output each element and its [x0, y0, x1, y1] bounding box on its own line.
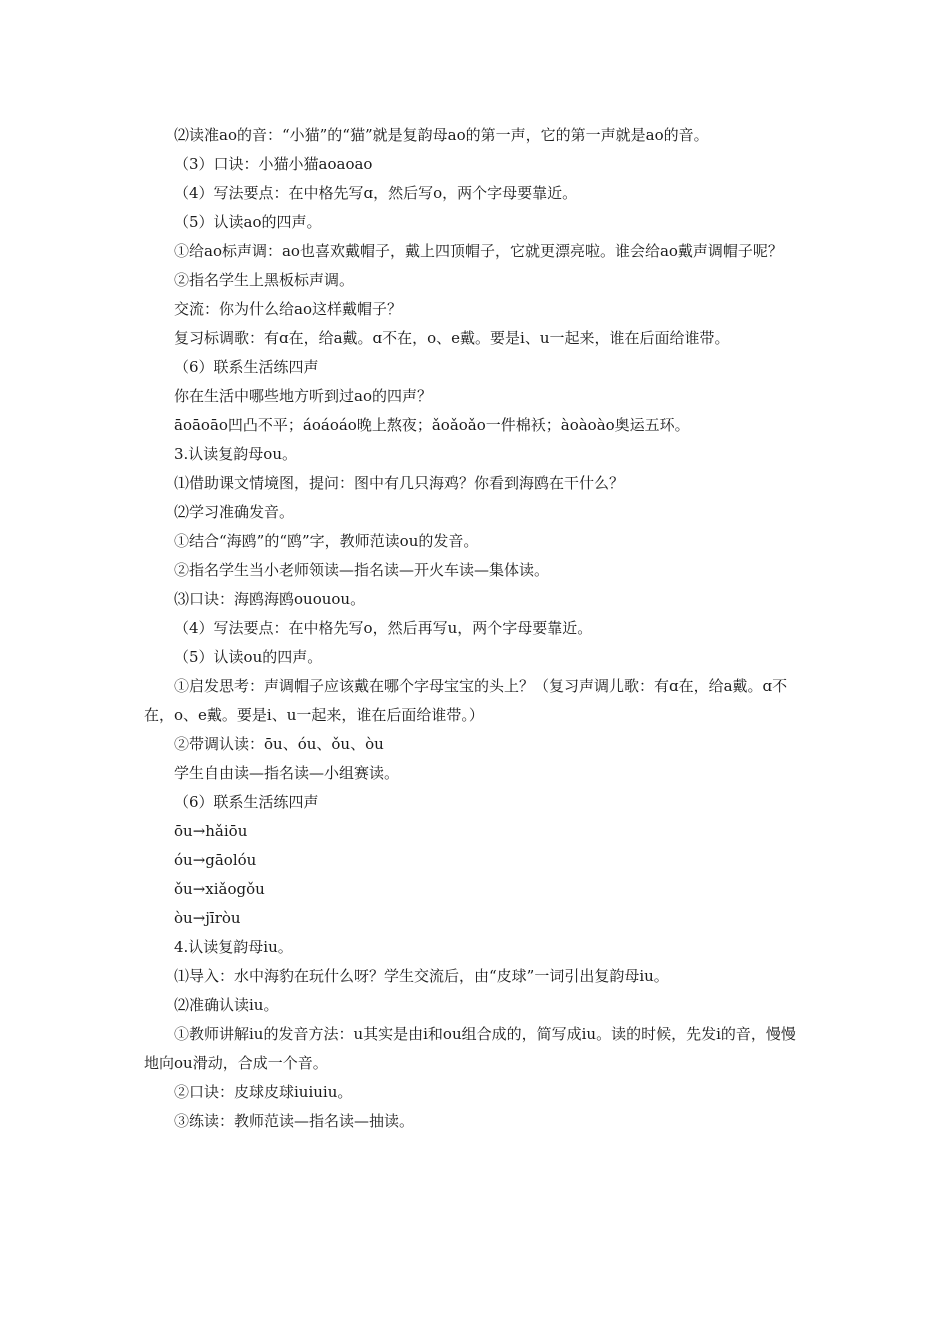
paragraph: ①启发思考：声调帽子应该戴在哪个字母宝宝的头上？（复习声调儿歌：有ɑ在，给a戴。ɑ不在，o、e戴。要是i、u一起来，谁在后面给谁带。） [144, 677, 788, 724]
paragraph: ōu→hǎiōu [174, 822, 248, 840]
paragraph: 复习标调歌：有ɑ在，给a戴。ɑ不在，o、e戴。要是i、u一起来，谁在后面给谁带。 [174, 329, 730, 347]
paragraph: 学生自由读—指名读—小组赛读。 [174, 764, 400, 782]
paragraph: ③练读：教师范读—指名读—抽读。 [174, 1112, 415, 1130]
paragraph: （6）联系生活练四声 [174, 793, 319, 811]
paragraph: （6）联系生活练四声 [174, 358, 319, 376]
paragraph: ⑵读准ao的音：“小猫”的“猫”就是复韵母ao的第一声，它的第一声就是ao的音。 [174, 126, 709, 144]
document-body [144, 121, 804, 1136]
paragraph: òu→jīròu [174, 909, 241, 927]
paragraph: ①给ao标声调：ao也喜欢戴帽子，戴上四顶帽子，它就更漂亮啦。谁会给ao戴声调帽子呢？ [174, 242, 783, 260]
paragraph: āoāoāo凹凸不平；áoáoáo晚上熬夜；ǎoǎoǎo一件棉袄；àoàoào奥运五环。 [174, 416, 690, 434]
paragraph: （4）写法要点：在中格先写ɑ，然后写o，两个字母要靠近。 [174, 184, 578, 202]
paragraph: （5）认读ou的四声。 [174, 648, 323, 666]
paragraph: ②指名学生当小老师领读—指名读—开火车读—集体读。 [174, 561, 550, 579]
paragraph: ①教师讲解iu的发音方法：u其实是由i和ou组合成的，简写成iu。读的时候，先发i的音，慢慢地向ou滑动，合成一个音。 [144, 1025, 796, 1072]
paragraph: 4.认读复韵母iu。 [174, 938, 293, 956]
paragraph: （4）写法要点：在中格先写o，然后再写u，两个字母要靠近。 [174, 619, 593, 637]
paragraph: óu→gāolóu [174, 851, 257, 869]
paragraph: （3）口诀：小猫小猫aoaoao [174, 155, 373, 173]
paragraph: ①结合“海鸥”的“鸥”字，教师范读ou的发音。 [174, 532, 479, 550]
paragraph: ⑶口诀：海鸥海鸥ououou。 [174, 590, 366, 608]
paragraph: ǒu→xiǎogǒu [174, 880, 265, 898]
paragraph: ②带调认读：ōu、óu、ǒu、òu [174, 735, 384, 753]
paragraph: ⑵学习准确发音。 [174, 503, 295, 521]
paragraph: ⑴导入：水中海豹在玩什么呀？学生交流后，由“皮球”一词引出复韵母iu。 [174, 967, 669, 985]
paragraph: 你在生活中哪些地方听到过ao的四声？ [174, 387, 432, 405]
paragraph: ⑵准确认读iu。 [174, 996, 279, 1014]
paragraph: （5）认读ao的四声。 [174, 213, 322, 231]
paragraph: ②口诀：皮球皮球iuiuiu。 [174, 1083, 353, 1101]
paragraph: ⑴借助课文情境图，提问：图中有几只海鸡？你看到海鸥在干什么？ [174, 474, 625, 492]
paragraph: 交流：你为什么给ao这样戴帽子？ [174, 300, 402, 318]
paragraph: 3.认读复韵母ou。 [174, 445, 298, 463]
paragraph: ②指名学生上黑板标声调。 [174, 271, 355, 289]
